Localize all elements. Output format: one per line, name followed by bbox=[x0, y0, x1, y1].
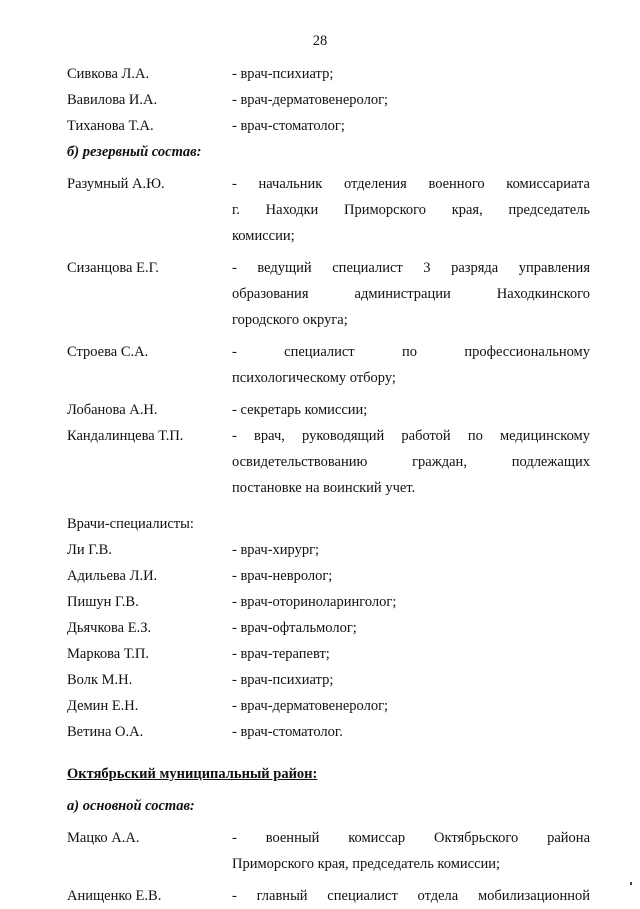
member-name: Лобанова А.Н. bbox=[67, 402, 158, 418]
doctor-row bbox=[67, 615, 590, 641]
member-role: - врач-психиатр; bbox=[232, 66, 334, 82]
doctor-role: - врач-невролог; bbox=[232, 568, 333, 584]
doctor-role: - врач-дерматовенеролог; bbox=[232, 698, 389, 714]
member-row bbox=[67, 825, 590, 877]
doctor-row bbox=[67, 667, 590, 693]
member-row bbox=[67, 61, 590, 87]
doctor-role: - врач-терапевт; bbox=[232, 646, 330, 662]
role-line: - секретарь комиссии; bbox=[232, 402, 368, 418]
doctors-title: Врачи-специалисты: bbox=[67, 516, 194, 532]
member-role bbox=[232, 423, 590, 501]
member-name: Сизанцова Е.Г. bbox=[67, 260, 159, 276]
doctor-role: - врач-стоматолог. bbox=[232, 724, 343, 740]
doctor-name: Ветина О.А. bbox=[67, 724, 144, 740]
document-body bbox=[67, 61, 590, 909]
member-role bbox=[232, 397, 590, 423]
doctor-name: Маркова Т.П. bbox=[67, 646, 149, 662]
doctor-row bbox=[67, 589, 590, 615]
role-line: - врач, руководящий работой по медицинскому bbox=[232, 428, 590, 444]
role-line: - ведущий специалист 3 разряда управления bbox=[232, 260, 590, 276]
member-row bbox=[67, 171, 590, 249]
role-line: постановке на воинский учет. bbox=[232, 480, 416, 496]
role-line: городского округа; bbox=[232, 312, 348, 328]
member-row bbox=[67, 339, 590, 391]
member-role bbox=[232, 883, 590, 909]
doctor-role: - врач-оториноларинголог; bbox=[232, 594, 397, 610]
doctor-row bbox=[67, 537, 590, 563]
member-role bbox=[232, 171, 590, 249]
district-title: Октябрьский муниципальный район: bbox=[67, 766, 318, 782]
member-row bbox=[67, 255, 590, 333]
member-row bbox=[67, 423, 590, 501]
member-name: Мацко А.А. bbox=[67, 830, 140, 846]
member-role: - врач-дерматовенеролог; bbox=[232, 92, 389, 108]
page-number: 28 bbox=[312, 33, 328, 49]
doctor-name: Волк М.Н. bbox=[67, 672, 133, 688]
role-line: комиссии; bbox=[232, 228, 295, 244]
scan-mark bbox=[630, 882, 632, 885]
role-line: г. Находки Приморского края, председатель bbox=[232, 202, 590, 218]
doctor-role: - врач-психиатр; bbox=[232, 672, 334, 688]
member-row bbox=[67, 397, 590, 423]
doctor-row bbox=[67, 693, 590, 719]
reserve-heading: б) резервный состав: bbox=[67, 144, 202, 160]
role-line: образования администрации Находкинского bbox=[232, 286, 590, 302]
doctor-name: Адильева Л.И. bbox=[67, 568, 158, 584]
main-staff-heading: а) основной состав: bbox=[67, 798, 195, 814]
member-role bbox=[232, 825, 590, 877]
role-line: - главный специалист отдела мобилизационной bbox=[232, 888, 590, 904]
doctor-name: Демин Е.Н. bbox=[67, 698, 139, 714]
member-name: Разумный А.Ю. bbox=[67, 176, 165, 192]
role-line: освидетельствованию граждан, подлежащих bbox=[232, 454, 590, 470]
doctor-row bbox=[67, 563, 590, 589]
role-line: - начальник отделения военного комиссариата bbox=[232, 176, 590, 192]
doctor-name: Ли Г.В. bbox=[67, 542, 112, 558]
member-role bbox=[232, 255, 590, 333]
member-name: Кандалинцева Т.П. bbox=[67, 428, 184, 444]
doctor-name: Пишун Г.В. bbox=[67, 594, 139, 610]
role-line: Приморского края, председатель комиссии; bbox=[232, 856, 501, 872]
member-role bbox=[232, 339, 590, 391]
role-line: - военный комиссар Октябрьского района bbox=[232, 830, 590, 846]
member-name: Анищенко Е.В. bbox=[67, 888, 162, 904]
member-row bbox=[67, 883, 590, 909]
member-name: Вавилова И.А. bbox=[67, 92, 158, 108]
member-row bbox=[67, 113, 590, 139]
member-name: Тиханова Т.А. bbox=[67, 118, 154, 134]
doctor-row bbox=[67, 641, 590, 667]
role-line: - специалист по профессиональному bbox=[232, 344, 590, 360]
doctor-row bbox=[67, 719, 590, 745]
member-name: Строева С.А. bbox=[67, 344, 149, 360]
doctor-name: Дьячкова Е.З. bbox=[67, 620, 152, 636]
doctor-role: - врач-хирург; bbox=[232, 542, 320, 558]
doctor-role: - врач-офтальмолог; bbox=[232, 620, 357, 636]
member-row bbox=[67, 87, 590, 113]
member-role: - врач-стоматолог; bbox=[232, 118, 345, 134]
member-name: Сивкова Л.А. bbox=[67, 66, 150, 82]
role-line: психологическому отбору; bbox=[232, 370, 396, 386]
